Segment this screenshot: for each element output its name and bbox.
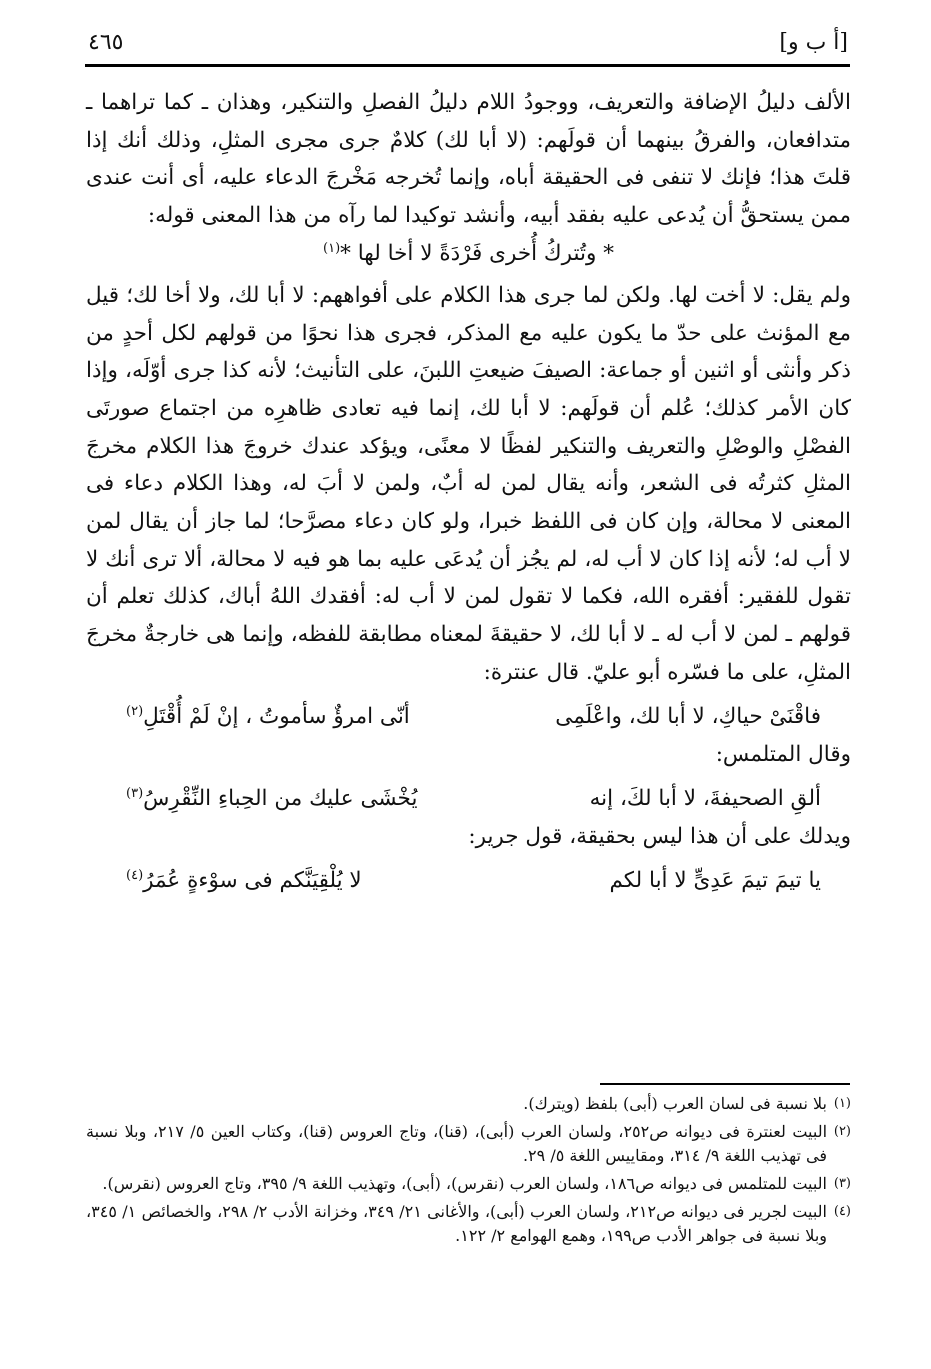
- footnote-text: بلا نسبة فى لسان العرب (أبى) بلفظ (ويترك).: [523, 1094, 827, 1113]
- verse-first-hemistich: يا تيمَ تيمَ عَدِىٍّ لا أبا لكم: [609, 867, 821, 893]
- verse: [86, 698, 851, 736]
- hemistich-text: يُخْشَى عليك من الحِباءِ النِّقْرِسُ: [143, 785, 418, 811]
- footnote-number: (٣): [833, 1176, 851, 1191]
- verse: [86, 780, 851, 818]
- footnote-ref: (١): [323, 240, 341, 256]
- footnote: [86, 1120, 851, 1168]
- verse-first-hemistich: فاقْنَىْ حياكِ، لا أبا لك، واعْلَمِى: [555, 703, 821, 729]
- footnote-separator: [600, 1083, 850, 1085]
- verse-second-hemistich: [126, 780, 417, 818]
- verse-intro: ويدلك على أن هذا ليس بحقيقة، قول جرير:: [468, 823, 851, 849]
- verse-second-hemistich: [126, 698, 410, 736]
- verse: [86, 862, 851, 900]
- footnote-text: البيت لجرير فى ديوانه ص٢١٢، ولسان العرب (أبى)، والأغانى ٢١/ ٣٤٩، وخزانة الأدب ٢/ ٢٩٨، والخصائص ١/ ٣٤٥، وبلا نسبة فى جواهر الأدب ص١٩٩، وهمع الهوامع ٢/ ١٢٢.: [86, 1202, 827, 1245]
- verse-intro: وقال المتلمس:: [715, 741, 851, 767]
- hemistich-text: لا يُلْقِيَنَّكم فى سوْءةٍ عُمَرُ: [143, 867, 362, 893]
- hemistich-text: أنّى امرؤٌ سأموتُ ، إنْ لَمْ أُقْتَلِ: [143, 703, 410, 729]
- main-text: [86, 84, 851, 900]
- footnotes: [86, 1092, 851, 1252]
- footnote-number: (٢): [833, 1124, 851, 1139]
- paragraph: ولم يقل: لا أخت لها. ولكن لما جرى هذا الكلام على أفواههم: لا أبا لك، ولا أخا لك؛ قيل مع المؤنث على حدّ ما يكون عليه مع المذكر، فجرى هذا نحوًا من قولهم لكل أحدٍ من ذكر وأنثى أو اثنين أو جماعة: الصيفَ ضيعتِ اللبنَ، على التأنيث؛ لأنه كذا جرى أوّلَه، وإذا كان الأمر كذلك؛ عُلم أن قولَهم: لا أبا لك، إنما فيه تعادى ظاهرِه من اجتماع صورتَى الفصْلِ والوصْلِ والتعريف والتنكير لفظًا لا معنًى، ويؤكد عندك خروجَ هذا الكلام مخرجَ المثلِ كثرتُه فى الشعر، وأنه يقال لمن له أبٌ، ولمن لا أبَ له، وهذا الكلام دعاء فى المعنى لا محالة، وإن كان فى اللفظ خبرا، ولو كان دعاء مصرَّحا؛ لما جاز أن يقال لمن لا أب له؛ لأنه إذا كان لا أب له، لم يجُز أن يُدعَى عليه بما هو فيه لا محالة، ألا ترى أنك لا تقول للفقير: أفقره الله، فكما لا تقول لمن لا أب له: أفقدك اللهُ أباك، كذلك تعلم أن قولهم ـ لمن لا أب له ـ لا أبا لك، لا حقيقةَ لمعناه مطابقة للفظه، وإنما هى خارجةٌ مخرجَ المثلِ، على ما فسّره أبو عليّ. قال عنترة:: [86, 282, 851, 685]
- header-rule: [85, 64, 850, 67]
- quote-line: [86, 235, 851, 273]
- footnote: [86, 1200, 851, 1248]
- paragraph: الألف دليلُ الإضافة والتعريف، ووجودُ اللام دليلُ الفصلِ والتنكير، وهذان ـ كما تراهما ـ متدافعان، والفرقُ بينهما أن قولَهم: (لا أبا لك) كلامٌ جرى مجرى المثلِ، وذلك أنك إذا قلتَ هذا؛ فإنك لا تنفى فى الحقيقة أباه، وإنما تُخرجه مَخْرجَ الدعاء عليه، أى أنت عندى ممن يستحقُّ أن يُدعى عليه بفقد أبيه، وأنشد توكيدا لما رآه من هذا المعنى قوله:: [86, 90, 851, 229]
- page-header: [88, 26, 848, 66]
- header-title: [أ ب و]: [779, 30, 848, 55]
- footnote-ref: (٢): [126, 703, 144, 719]
- page-number: ٤٦٥: [88, 30, 124, 55]
- footnote: [86, 1092, 851, 1116]
- verse-first-hemistich: ألقِ الصحيفةَ، لا أبا لكَ، إنه: [589, 785, 821, 811]
- quote-text: * وتُتركُ أُخرى فَرْدَةً لا أخا لها *: [340, 240, 614, 266]
- footnote: [86, 1172, 851, 1196]
- footnote-number: (١): [833, 1096, 851, 1111]
- footnote-ref: (٤): [126, 867, 144, 883]
- footnote-text: البيت للمتلمس فى ديوانه ص١٨٦، ولسان العرب (نقرس)، (أبى)، وتهذيب اللغة ٩/ ٣٩٥، وتاج العروس (نقرس).: [102, 1174, 827, 1193]
- verse-second-hemistich: [126, 862, 362, 900]
- footnote-number: (٤): [833, 1204, 851, 1219]
- footnote-ref: (٣): [126, 785, 144, 801]
- footnote-text: البيت لعنترة فى ديوانه ص٢٥٢، ولسان العرب (أبى)، (قنا)، وتاج العروس (قنا)، وكتاب العين ٥/ ٢١٧، وبلا نسبة فى تهذيب اللغة ٩/ ٣١٤، ومقاييس اللغة ٥/ ٢٩.: [86, 1122, 828, 1165]
